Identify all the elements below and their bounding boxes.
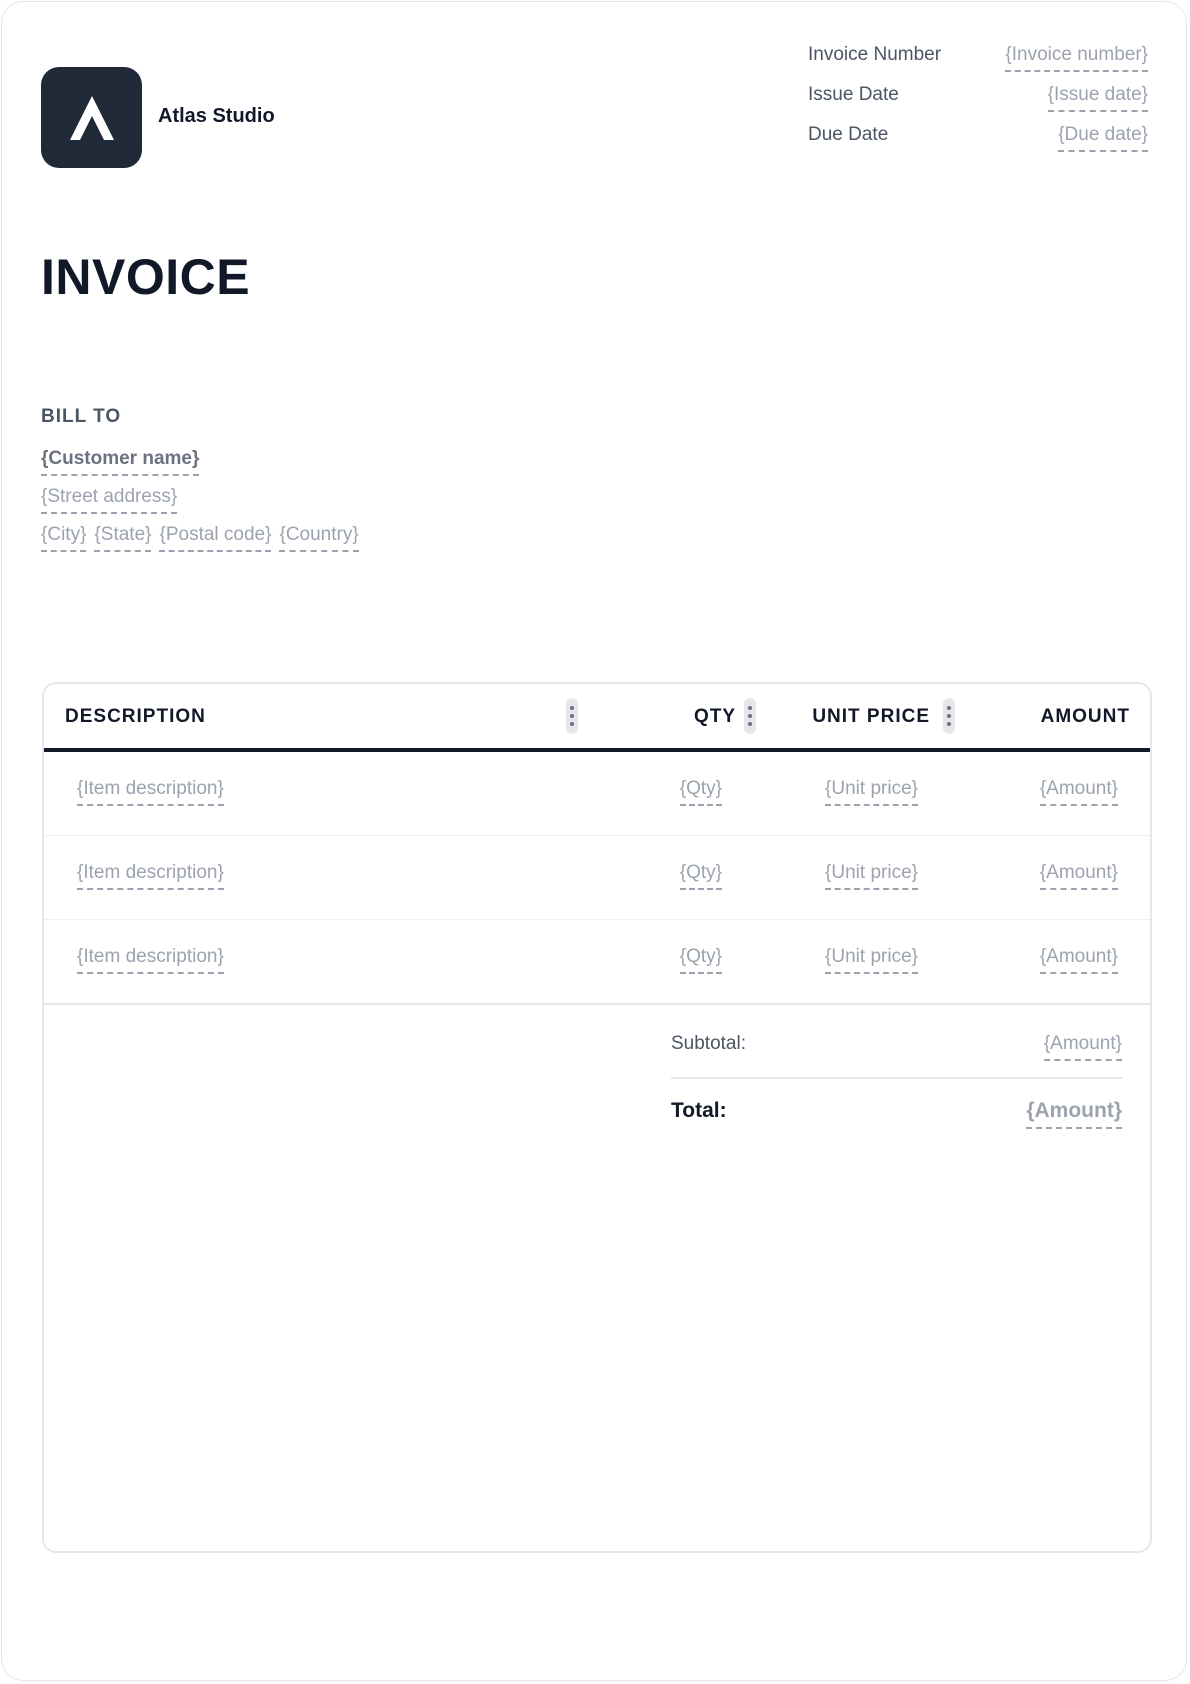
- table-header: [44, 684, 1150, 752]
- postal-code-field[interactable]: {Postal code}: [159, 524, 271, 552]
- unit-price-field[interactable]: {Unit price}: [825, 778, 918, 806]
- line-items-table: [42, 682, 1152, 1553]
- amount-field[interactable]: {Amount}: [1040, 946, 1118, 974]
- due-date-label: Due Date: [808, 124, 889, 145]
- subtotal-row: [671, 1006, 1122, 1079]
- header-qty: QTY: [693, 706, 736, 727]
- qty-field[interactable]: {Qty}: [680, 778, 722, 806]
- issue-date-row: [808, 80, 1148, 120]
- triangle-a-logo-icon: [68, 94, 116, 142]
- bill-to-name-line: [41, 448, 199, 476]
- amount-field[interactable]: {Amount}: [1040, 778, 1118, 806]
- due-date-field[interactable]: {Due date}: [1058, 120, 1148, 152]
- item-description-field[interactable]: {Item description}: [77, 946, 224, 974]
- column-resize-handle-icon[interactable]: [943, 698, 955, 734]
- unit-price-field[interactable]: {Unit price}: [825, 946, 918, 974]
- column-resize-handle-icon[interactable]: [744, 698, 756, 734]
- city-field[interactable]: {City}: [41, 524, 86, 552]
- table-row: [44, 836, 1150, 920]
- subtotal-label: Subtotal:: [671, 1033, 746, 1054]
- issue-date-field[interactable]: {Issue date}: [1048, 80, 1148, 112]
- header-unit-price: UNIT PRICE: [812, 706, 930, 727]
- state-field[interactable]: {State}: [94, 524, 151, 552]
- due-date-row: [808, 120, 1148, 160]
- subtotal-field[interactable]: {Amount}: [1044, 1033, 1122, 1061]
- totals-block: [671, 1006, 1122, 1129]
- invoice-number-row: [808, 40, 1148, 80]
- invoice-page: [1, 1, 1187, 1681]
- qty-field[interactable]: {Qty}: [680, 862, 722, 890]
- country-field[interactable]: {Country}: [279, 524, 358, 552]
- total-row: [671, 1079, 1122, 1129]
- street-address-field[interactable]: {Street address}: [41, 486, 177, 514]
- table-row: [44, 752, 1150, 836]
- qty-field[interactable]: {Qty}: [680, 946, 722, 974]
- header-description: DESCRIPTION: [65, 706, 206, 727]
- invoice-number-field[interactable]: {Invoice number}: [1005, 40, 1148, 72]
- invoice-meta: [808, 40, 1148, 160]
- bill-to-street-line: [41, 486, 177, 514]
- page-title: INVOICE: [41, 249, 251, 305]
- item-description-field[interactable]: {Item description}: [77, 778, 224, 806]
- customer-name-field[interactable]: {Customer name}: [41, 448, 199, 476]
- total-label: Total:: [671, 1099, 727, 1122]
- column-resize-handle-icon[interactable]: [566, 698, 578, 734]
- amount-field[interactable]: {Amount}: [1040, 862, 1118, 890]
- issue-date-label: Issue Date: [808, 84, 899, 105]
- total-field[interactable]: {Amount}: [1026, 1099, 1122, 1129]
- bill-to-city-line: [41, 524, 359, 552]
- bill-to-label: BILL TO: [41, 406, 122, 427]
- company-logo: [41, 67, 142, 168]
- unit-price-field[interactable]: {Unit price}: [825, 862, 918, 890]
- header-amount: AMOUNT: [1040, 706, 1130, 727]
- company-name: Atlas Studio: [158, 105, 275, 127]
- table-row: [44, 920, 1150, 1005]
- item-description-field[interactable]: {Item description}: [77, 862, 224, 890]
- invoice-number-label: Invoice Number: [808, 44, 942, 65]
